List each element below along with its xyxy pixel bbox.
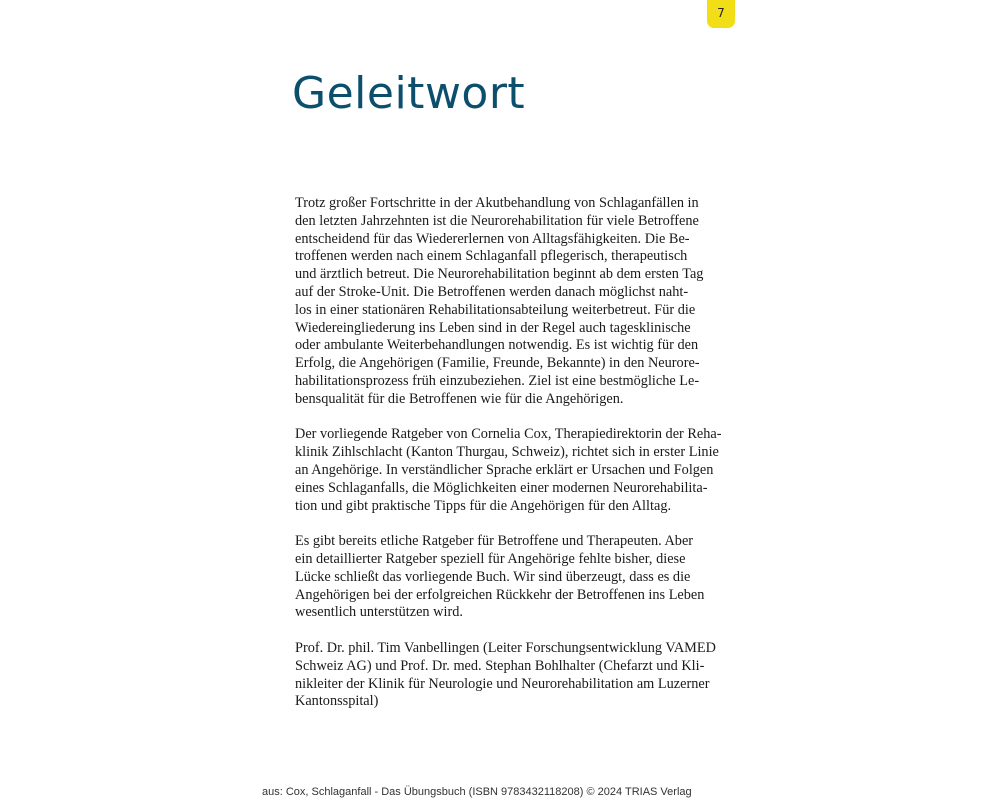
text-line: und ärztlich betreut. Die Neurorehabilitation beginnt ab dem ersten Tag: [295, 266, 704, 283]
text-line: an Angehörige. In verständlicher Sprache erklärt er Ursachen und Folgen: [295, 461, 714, 478]
page-number-badge: [707, 0, 735, 28]
text-line: auf der Stroke-Unit. Die Betroffenen werden danach möglichst naht-: [295, 283, 689, 300]
text-line: los in einer stationären Rehabilitationsabteilung weiterbetreut. Für die: [295, 301, 696, 318]
text-line: wesentlich unterstützen wird.: [295, 604, 463, 621]
text-line: ein detaillierter Ratgeber speziell für Angehörige fehlte bisher, diese: [295, 550, 686, 567]
text-line: oder ambulante Weiterbehandlungen notwendig. Es ist wichtig für den: [295, 337, 699, 354]
paragraph-intro: [295, 195, 735, 409]
paragraph-authors: [295, 640, 735, 711]
text-line: Kantonsspital): [295, 693, 379, 710]
paragraph-guide: [295, 426, 735, 515]
page-number: 7: [717, 6, 725, 20]
text-line: Der vorliegende Ratgeber von Cornelia Cox, Therapiedirektorin der Reha-: [295, 426, 722, 443]
text-line: eines Schlaganfalls, die Möglichkeiten einer modernen Neurorehabilita-: [295, 479, 708, 496]
text-line: habilitationsprozess früh einzubeziehen. Ziel ist eine bestmögliche Le-: [295, 372, 700, 389]
foreword-body: [295, 195, 735, 729]
text-line: klinik Zihlschlacht (Kanton Thurgau, Schweiz), richtet sich in erster Linie: [295, 444, 719, 461]
text-line: Es gibt bereits etliche Ratgeber für Betroffene und Therapeuten. Aber: [295, 533, 694, 550]
page-title: Geleitwort: [292, 68, 526, 119]
text-line: Wiedereingliederung ins Leben sind in der Regel auch tagesklinische: [295, 319, 691, 336]
text-line: bensqualität für die Betroffenen wie für die Angehörigen.: [295, 390, 624, 407]
text-line: Angehörigen bei der erfolgreichen Rückkehr der Betroffenen ins Leben: [295, 586, 705, 603]
text-line: troffenen werden nach einem Schlaganfall pflegerisch, therapeutisch: [295, 248, 688, 265]
text-line: Schweiz AG) und Prof. Dr. med. Stephan Bohlhalter (Chefarzt und Kli-: [295, 657, 705, 674]
text-line: Prof. Dr. phil. Tim Vanbellingen (Leiter Forschungsentwicklung VAMED: [295, 639, 716, 656]
text-line: nikleiter der Klinik für Neurologie und Neurorehabilitation am Luzerner: [295, 675, 710, 692]
text-line: Lücke schließt das vorliegende Buch. Wir sind überzeugt, dass es die: [295, 568, 691, 585]
text-line: Erfolg, die Angehörigen (Familie, Freunde, Bekannte) in den Neurore-: [295, 355, 700, 372]
source-footer: aus: Cox, Schlaganfall - Das Übungsbuch (ISBN 9783432118208) © 2024 TRIAS Verlag: [262, 786, 692, 798]
text-line: Trotz großer Fortschritte in der Akutbehandlung von Schlaganfällen in: [295, 195, 699, 211]
text-line: entscheidend für das Wiedererlernen von Alltagsfähigkeiten. Die Be-: [295, 230, 690, 247]
paragraph-conclusion: [295, 533, 735, 622]
text-line: den letzten Jahrzehnten ist die Neurorehabilitation für viele Betroffene: [295, 212, 699, 229]
text-line: tion und gibt praktische Tipps für die Angehörigen für den Alltag.: [295, 497, 672, 514]
